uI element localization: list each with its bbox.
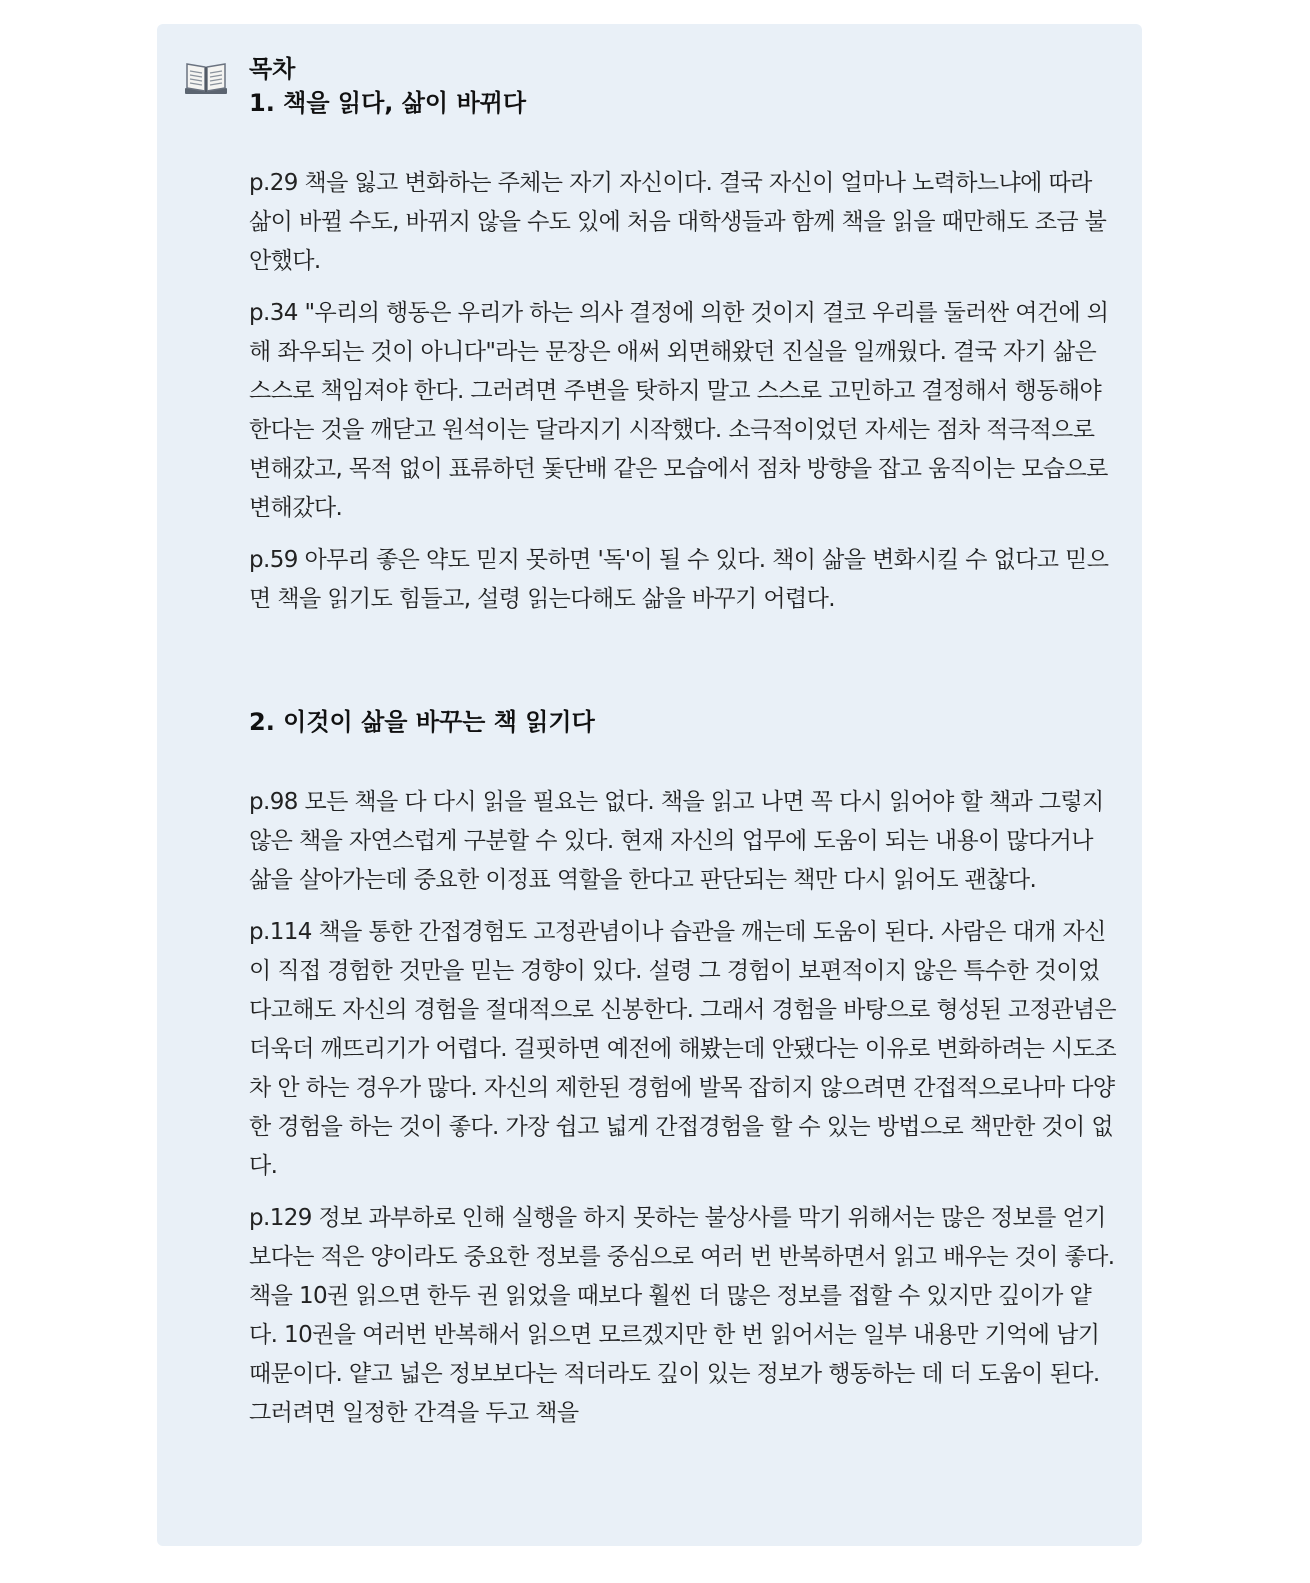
callout-content [249, 52, 1117, 1446]
quote-paragraph: p.34 "우리의 행동은 우리가 하는 의사 결정에 의한 것이지 결코 우리를 둘러싼 여건에 의해 좌우되는 것이 아니다"라는 문장은 애써 외면해왔던 진실을 일깨웠다. 결국 자기 삶은 스스로 책임져야 한다. 그러려면 주변을 탓하지 말고 스스로 고민하고 결정해서 행동해야 한다는 것을 깨닫고 원석이는 달라지기 시작했다. 소극적이었던 자세는 점차 적극적으로 변해갔고, 목적 없이 표류하던 돛단배 같은 모습에서 점차 방향을 잡고 움직이는 모습으로 변해갔다. [249, 300, 1109, 521]
section-heading: 2. 이것이 삶을 바꾸는 책 읽기다 [249, 708, 595, 736]
open-book-icon[interactable] [183, 58, 229, 98]
quote-paragraph: p.59 아무리 좋은 약도 믿지 못하면 '독'이 될 수 있다. 책이 삶을 변화시킬 수 없다고 믿으면 책을 읽기도 힘들고, 설령 읽는다해도 삶을 바꾸기 어렵다. [249, 547, 1109, 612]
quote-list [249, 164, 1117, 619]
section-2 [249, 705, 1117, 1433]
section-heading: 1. 책을 읽다, 삶이 바뀌다 [249, 89, 527, 117]
section-1 [249, 86, 1117, 619]
quote-list [249, 783, 1117, 1433]
quote-paragraph: p.98 모든 책을 다 다시 읽을 필요는 없다. 책을 읽고 나면 꼭 다시 읽어야 할 책과 그렇지 않은 책을 자연스럽게 구분할 수 있다. 현재 자신의 업무에 도움이 되는 내용이 많다거나 삶을 살아가는데 중요한 이정표 역할을 한다고 판단되는 책만 다시 읽어도 괜찮다. [249, 789, 1104, 893]
callout-block [157, 24, 1142, 1546]
quote-paragraph: p.29 책을 잃고 변화하는 주체는 자기 자신이다. 결국 자신이 얼마나 노력하느냐에 따라 삶이 바뀔 수도, 바뀌지 않을 수도 있에 처음 대학생들과 함께 책을 읽을 때만해도 조금 불안했다. [249, 170, 1107, 274]
quote-paragraph: p.114 책을 통한 간접경험도 고정관념이나 습관을 깨는데 도움이 된다. 사람은 대개 자신이 직접 경험한 것만을 믿는 경향이 있다. 설령 그 경험이 보편적이지 않은 특수한 것이었다고해도 자신의 경험을 절대적으로 신봉한다. 그래서 경험을 바탕으로 형성된 고정관념은 더욱더 깨뜨리기가 어렵다. 걸핏하면 예전에 해봤는데 안됐다는 이유로 변화하려는 시도조차 안 하는 경우가 많다. 자신의 제한된 경험에 발목 잡히지 않으려면 간접적으로나마 다양한 경험을 하는 것이 좋다. 가장 쉽고 넓게 간접경험을 할 수 있는 방법으로 책만한 것이 없다. [249, 919, 1116, 1179]
callout-title: 목차 [249, 55, 296, 83]
quote-paragraph: p.129 정보 과부하로 인해 실행을 하지 못하는 불상사를 막기 위해서는 많은 정보를 얻기보다는 적은 양이라도 중요한 정보를 중심으로 여러 번 반복하면서 읽고 배우는 것이 좋다. 책을 10권 읽으면 한두 권 읽었을 때보다 훨씬 더 많은 정보를 접할 수 있지만 깊이가 얕다. 10권을 여러번 반복해서 읽으면 모르겠지만 한 번 읽어서는 일부 내용만 기억에 남기 때문이다. 얕고 넓은 정보보다는 적더라도 깊이 있는 정보가 행동하는 데 더 도움이 된다. 그러려면 일정한 간격을 두고 책을 [249, 1205, 1115, 1426]
